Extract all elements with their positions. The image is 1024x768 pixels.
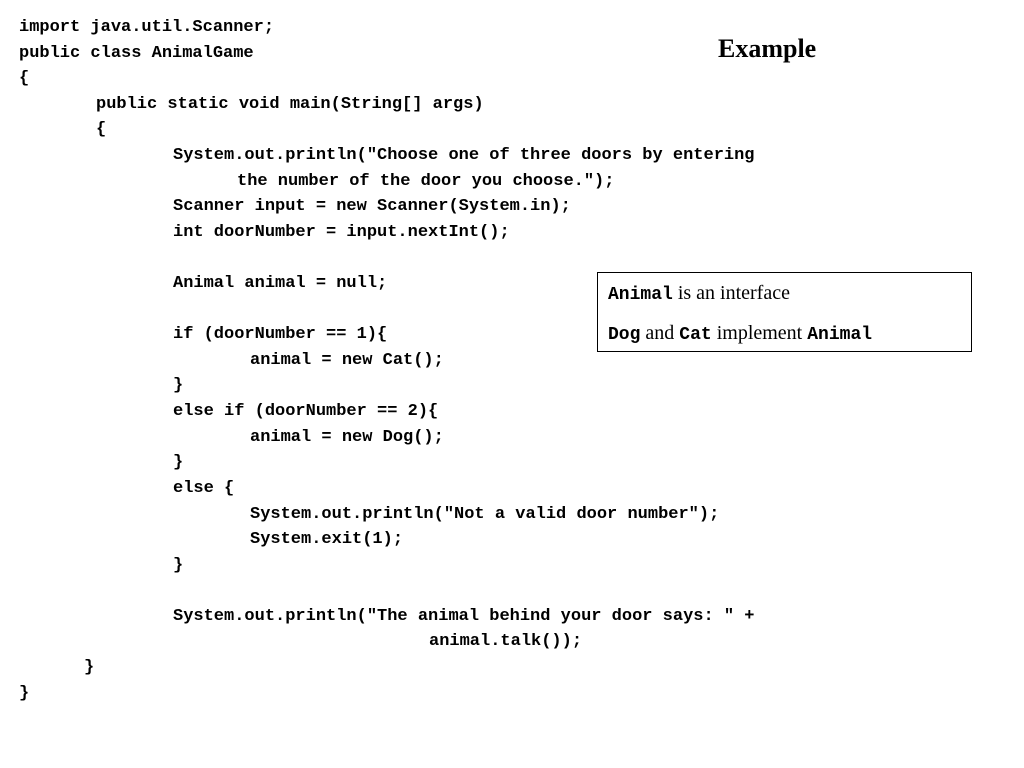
note-text: is an interface (672, 282, 790, 304)
code-line: System.out.println("Not a valid door number"); (250, 505, 720, 524)
slide-title: Example (718, 34, 817, 63)
note-code-animal: Animal (608, 285, 673, 305)
code-line: else if (doorNumber == 2){ (173, 402, 439, 421)
code-line: } (173, 556, 184, 575)
code-line: Scanner input = new Scanner(System.in); (173, 197, 571, 216)
note-code-animal: Animal (807, 325, 873, 345)
code-line: } (173, 453, 184, 472)
code-line: the number of the door you choose."); (237, 172, 615, 191)
code-line: else { (173, 479, 235, 498)
note-text: implement (711, 322, 808, 344)
code-line: } (173, 376, 184, 395)
code-line: System.out.println("The animal behind your door says: " + (173, 607, 755, 626)
code-line: System.out.println("Choose one of three doors by entering (173, 146, 755, 165)
code-line: int doorNumber = input.nextInt(); (173, 223, 510, 242)
code-line: if (doorNumber == 1){ (173, 325, 388, 344)
code-line: { (96, 120, 107, 139)
note-code-dog: Dog (608, 325, 641, 345)
code-line: animal.talk()); (429, 632, 583, 651)
code-line: } (84, 658, 95, 677)
code-line: { (19, 69, 30, 88)
code-line: animal = new Dog(); (250, 428, 444, 447)
code-line: public static void main(String[] args) (96, 95, 484, 114)
note-box (597, 272, 972, 352)
note-line-interface (608, 281, 790, 307)
code-line: } (19, 684, 30, 703)
note-code-cat: Cat (679, 325, 712, 345)
code-line: System.exit(1); (250, 530, 404, 549)
code-line: import java.util.Scanner; (19, 18, 275, 37)
code-line: public class AnimalGame (19, 44, 254, 63)
code-line: animal = new Cat(); (250, 351, 444, 370)
code-line: Animal animal = null; (173, 274, 388, 293)
note-text: and (640, 322, 680, 344)
note-line-implement (608, 321, 872, 347)
